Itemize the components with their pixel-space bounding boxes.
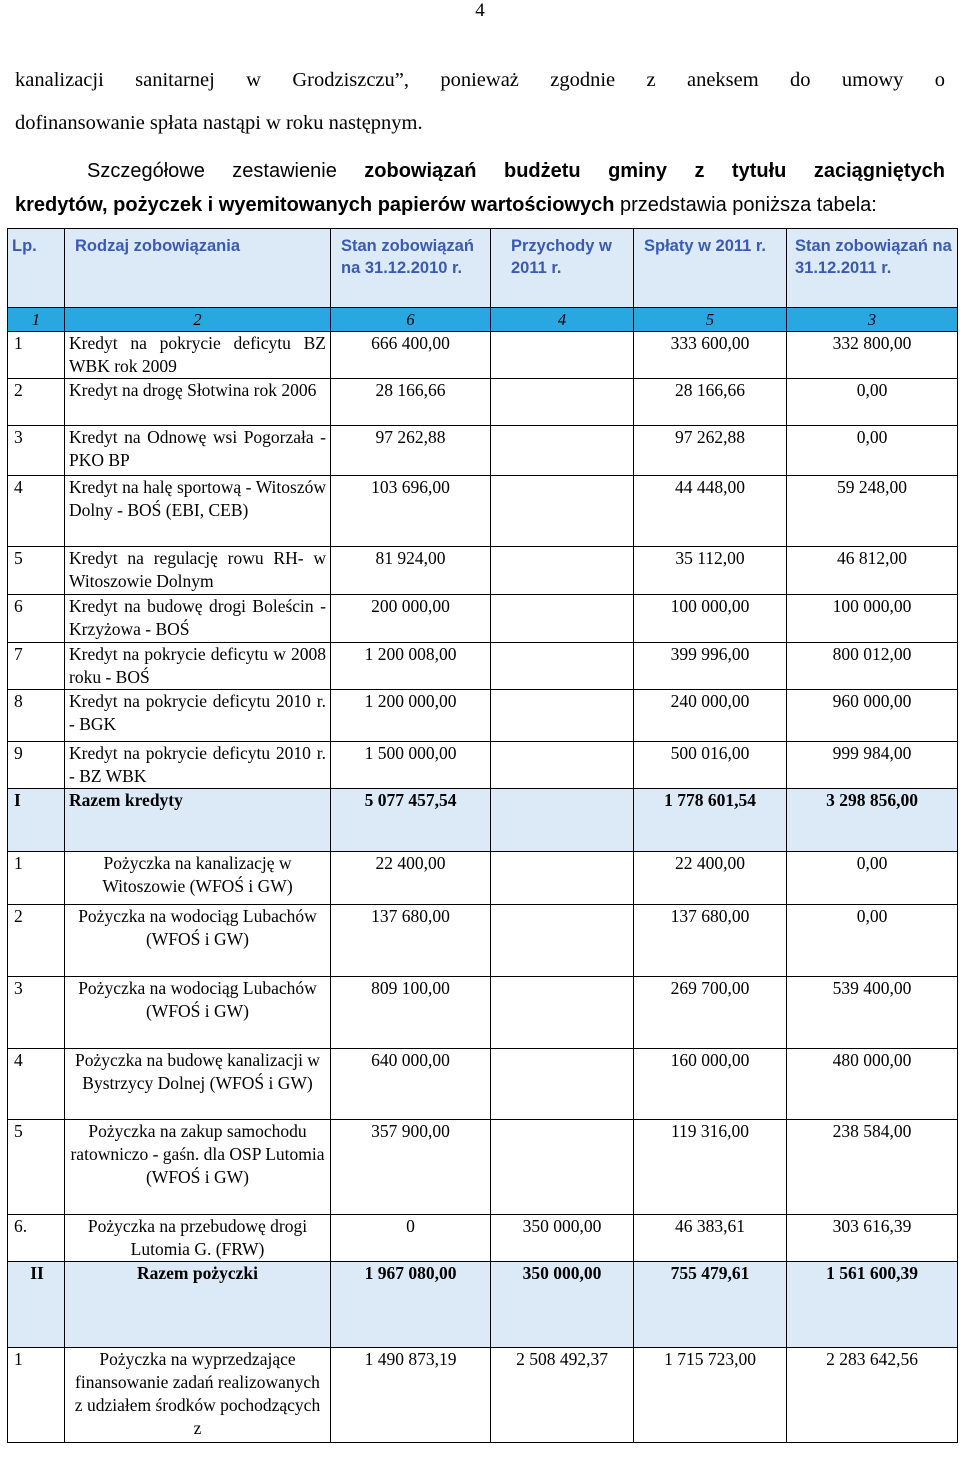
liabilities-table xyxy=(7,228,958,1443)
paragraph-line-1: kanalizacji sanitarnej w Grodziszczu”, ponieważ zgodnie z aneksem do umowy o xyxy=(15,69,945,91)
row-description: Kredyt na pokrycie deficytu 2010 r. - BGK xyxy=(65,690,331,742)
row-stan-2011: 480 000,00 xyxy=(787,1049,958,1120)
intro-text-2: przedstawia poniższa tabela: xyxy=(614,194,877,216)
row-lp: 2 xyxy=(8,905,65,977)
row-lp: 4 xyxy=(8,476,65,547)
row-stan-2011: 800 012,00 xyxy=(787,643,958,690)
row-stan-2011: 0,00 xyxy=(787,852,958,905)
column-number: 6 xyxy=(331,308,491,332)
row-description: Razem pożyczki xyxy=(65,1262,331,1348)
row-lp: 1 xyxy=(8,332,65,379)
row-description: Kredyt na regulację rowu RH- w Witoszowie Dolnym xyxy=(65,547,331,595)
row-splaty: 755 479,61 xyxy=(634,1262,787,1348)
table-row xyxy=(8,332,958,379)
total-row xyxy=(8,789,958,852)
row-lp: 7 xyxy=(8,643,65,690)
table-row xyxy=(8,476,958,547)
row-stan-2011: 3 298 856,00 xyxy=(787,789,958,852)
row-description: Pożyczka na budowę kanalizacji w Bystrzycy Dolnej (WFOŚ i GW) xyxy=(65,1049,331,1120)
row-description: Kredyt na drogę Słotwina rok 2006 xyxy=(65,379,331,426)
row-splaty: 269 700,00 xyxy=(634,977,787,1049)
row-splaty: 28 166,66 xyxy=(634,379,787,426)
row-stan-2010: 640 000,00 xyxy=(331,1049,491,1120)
row-stan-2011: 1 561 600,39 xyxy=(787,1262,958,1348)
column-number: 5 xyxy=(634,308,787,332)
row-splaty: 333 600,00 xyxy=(634,332,787,379)
row-przychody xyxy=(491,690,634,742)
row-przychody xyxy=(491,742,634,789)
column-number: 3 xyxy=(787,308,958,332)
header-rodzaj: Rodzaj zobowiązania xyxy=(65,229,331,308)
paragraph-line-2: dofinansowanie spłata nastąpi w roku następnym. xyxy=(15,112,423,134)
row-description: Pożyczka na wyprzedzające finansowanie zadań realizowanych z udziałem środków pochodzących z xyxy=(65,1348,331,1443)
table-row xyxy=(8,547,958,595)
paragraph-intro xyxy=(15,150,945,192)
header-stan-2011: Stan zobowiązań na 31.12.2011 r. xyxy=(787,229,958,308)
row-splaty: 137 680,00 xyxy=(634,905,787,977)
row-stan-2010: 200 000,00 xyxy=(331,595,491,643)
table-row xyxy=(8,742,958,789)
row-przychody xyxy=(491,643,634,690)
row-splaty: 44 448,00 xyxy=(634,476,787,547)
row-stan-2010: 22 400,00 xyxy=(331,852,491,905)
column-number: 2 xyxy=(65,308,331,332)
row-description: Pożyczka na wodociąg Lubachów (WFOŚ i GW) xyxy=(65,905,331,977)
row-przychody xyxy=(491,852,634,905)
row-przychody xyxy=(491,595,634,643)
row-stan-2010: 666 400,00 xyxy=(331,332,491,379)
row-stan-2010: 1 967 080,00 xyxy=(331,1262,491,1348)
row-przychody xyxy=(491,547,634,595)
row-stan-2011: 238 584,00 xyxy=(787,1120,958,1215)
row-stan-2010: 97 262,88 xyxy=(331,426,491,476)
table-row xyxy=(8,1120,958,1215)
row-stan-2010: 81 924,00 xyxy=(331,547,491,595)
row-przychody xyxy=(491,379,634,426)
row-splaty: 35 112,00 xyxy=(634,547,787,595)
intro-text: Szczegółowe zestawienie xyxy=(87,160,365,182)
intro-bold-text: zobowiązań budżetu gminy z tytułu zaciągniętych xyxy=(364,160,945,182)
row-stan-2010: 0 xyxy=(331,1215,491,1262)
header-przychody: Przychody w 2011 r. xyxy=(491,229,634,308)
row-description: Pożyczka na zakup samochodu ratowniczo - gaśn. dla OSP Lutomia (WFOŚ i GW) xyxy=(65,1120,331,1215)
row-stan-2011: 100 000,00 xyxy=(787,595,958,643)
table-row xyxy=(8,1348,958,1443)
header-splaty: Spłaty w 2011 r. xyxy=(634,229,787,308)
row-description: Pożyczka na przebudowę drogi Lutomia G. (FRW) xyxy=(65,1215,331,1262)
row-stan-2011: 59 248,00 xyxy=(787,476,958,547)
row-stan-2010: 103 696,00 xyxy=(331,476,491,547)
row-przychody: 350 000,00 xyxy=(491,1262,634,1348)
row-stan-2011: 46 812,00 xyxy=(787,547,958,595)
row-lp: 2 xyxy=(8,379,65,426)
row-lp: 5 xyxy=(8,1120,65,1215)
row-description: Kredyt na Odnowę wsi Pogorzała - PKO BP xyxy=(65,426,331,476)
table-body xyxy=(8,308,958,1443)
table-row xyxy=(8,595,958,643)
row-splaty: 500 016,00 xyxy=(634,742,787,789)
row-splaty: 240 000,00 xyxy=(634,690,787,742)
row-description: Kredyt na pokrycie deficytu w 2008 roku - BOŚ xyxy=(65,643,331,690)
row-lp: 1 xyxy=(8,1348,65,1443)
row-stan-2011: 999 984,00 xyxy=(787,742,958,789)
total-row xyxy=(8,1262,958,1348)
column-number-row xyxy=(8,308,958,332)
row-stan-2010: 1 490 873,19 xyxy=(331,1348,491,1443)
row-lp: 8 xyxy=(8,690,65,742)
row-lp: 5 xyxy=(8,547,65,595)
row-description: Kredyt na budowę drogi Boleścin - Krzyżowa - BOŚ xyxy=(65,595,331,643)
row-stan-2011: 0,00 xyxy=(787,905,958,977)
row-przychody xyxy=(491,332,634,379)
row-lp: 1 xyxy=(8,852,65,905)
row-stan-2011: 0,00 xyxy=(787,426,958,476)
row-description: Pożyczka na kanalizację w Witoszowie (WFOŚ i GW) xyxy=(65,852,331,905)
row-splaty: 399 996,00 xyxy=(634,643,787,690)
row-przychody xyxy=(491,1120,634,1215)
table-row xyxy=(8,379,958,426)
row-splaty: 100 000,00 xyxy=(634,595,787,643)
row-stan-2010: 28 166,66 xyxy=(331,379,491,426)
row-lp: 3 xyxy=(8,426,65,476)
table-row xyxy=(8,905,958,977)
table-row xyxy=(8,426,958,476)
column-number: 1 xyxy=(8,308,65,332)
page-number: 4 xyxy=(475,0,485,21)
table-row xyxy=(8,852,958,905)
row-description: Kredyt na pokrycie deficytu BZ WBK rok 2009 xyxy=(65,332,331,379)
table-row xyxy=(8,977,958,1049)
row-stan-2010: 357 900,00 xyxy=(331,1120,491,1215)
row-description: Razem kredyty xyxy=(65,789,331,852)
row-stan-2011: 539 400,00 xyxy=(787,977,958,1049)
row-przychody xyxy=(491,476,634,547)
paragraph-intro-cont xyxy=(15,192,945,218)
row-stan-2010: 5 077 457,54 xyxy=(331,789,491,852)
header-lp: Lp. xyxy=(8,229,65,308)
row-przychody xyxy=(491,1049,634,1120)
row-lp: 6. xyxy=(8,1215,65,1262)
row-przychody xyxy=(491,905,634,977)
row-stan-2010: 1 200 000,00 xyxy=(331,690,491,742)
row-przychody xyxy=(491,426,634,476)
row-przychody xyxy=(491,977,634,1049)
row-lp: 9 xyxy=(8,742,65,789)
row-lp: 4 xyxy=(8,1049,65,1120)
row-stan-2011: 960 000,00 xyxy=(787,690,958,742)
row-lp: 6 xyxy=(8,595,65,643)
table-row xyxy=(8,1049,958,1120)
row-splaty: 160 000,00 xyxy=(634,1049,787,1120)
table-row xyxy=(8,643,958,690)
row-przychody xyxy=(491,789,634,852)
row-stan-2011: 303 616,39 xyxy=(787,1215,958,1262)
column-number: 4 xyxy=(491,308,634,332)
row-stan-2010: 809 100,00 xyxy=(331,977,491,1049)
row-splaty: 119 316,00 xyxy=(634,1120,787,1215)
row-splaty: 46 383,61 xyxy=(634,1215,787,1262)
row-stan-2011: 0,00 xyxy=(787,379,958,426)
table-header-row xyxy=(8,229,958,308)
row-stan-2010: 1 500 000,00 xyxy=(331,742,491,789)
row-splaty: 1 778 601,54 xyxy=(634,789,787,852)
row-splaty: 22 400,00 xyxy=(634,852,787,905)
row-przychody: 350 000,00 xyxy=(491,1215,634,1262)
row-lp: II xyxy=(8,1262,65,1348)
row-przychody: 2 508 492,37 xyxy=(491,1348,634,1443)
header-stan-2010: Stan zobowiązań na 31.12.2010 r. xyxy=(331,229,491,308)
table-row xyxy=(8,1215,958,1262)
row-lp: 3 xyxy=(8,977,65,1049)
row-splaty: 1 715 723,00 xyxy=(634,1348,787,1443)
row-stan-2011: 2 283 642,56 xyxy=(787,1348,958,1443)
row-lp: I xyxy=(8,789,65,852)
row-description: Kredyt na pokrycie deficytu 2010 r. - BZ WBK xyxy=(65,742,331,789)
row-splaty: 97 262,88 xyxy=(634,426,787,476)
row-description: Pożyczka na wodociąg Lubachów (WFOŚ i GW) xyxy=(65,977,331,1049)
row-description: Kredyt na halę sportową - Witoszów Dolny - BOŚ (EBI, CEB) xyxy=(65,476,331,547)
intro-bold-text-2: kredytów, pożyczek i wyemitowanych papierów wartościowych xyxy=(15,194,615,216)
row-stan-2011: 332 800,00 xyxy=(787,332,958,379)
row-stan-2010: 1 200 008,00 xyxy=(331,643,491,690)
row-stan-2010: 137 680,00 xyxy=(331,905,491,977)
table-row xyxy=(8,690,958,742)
